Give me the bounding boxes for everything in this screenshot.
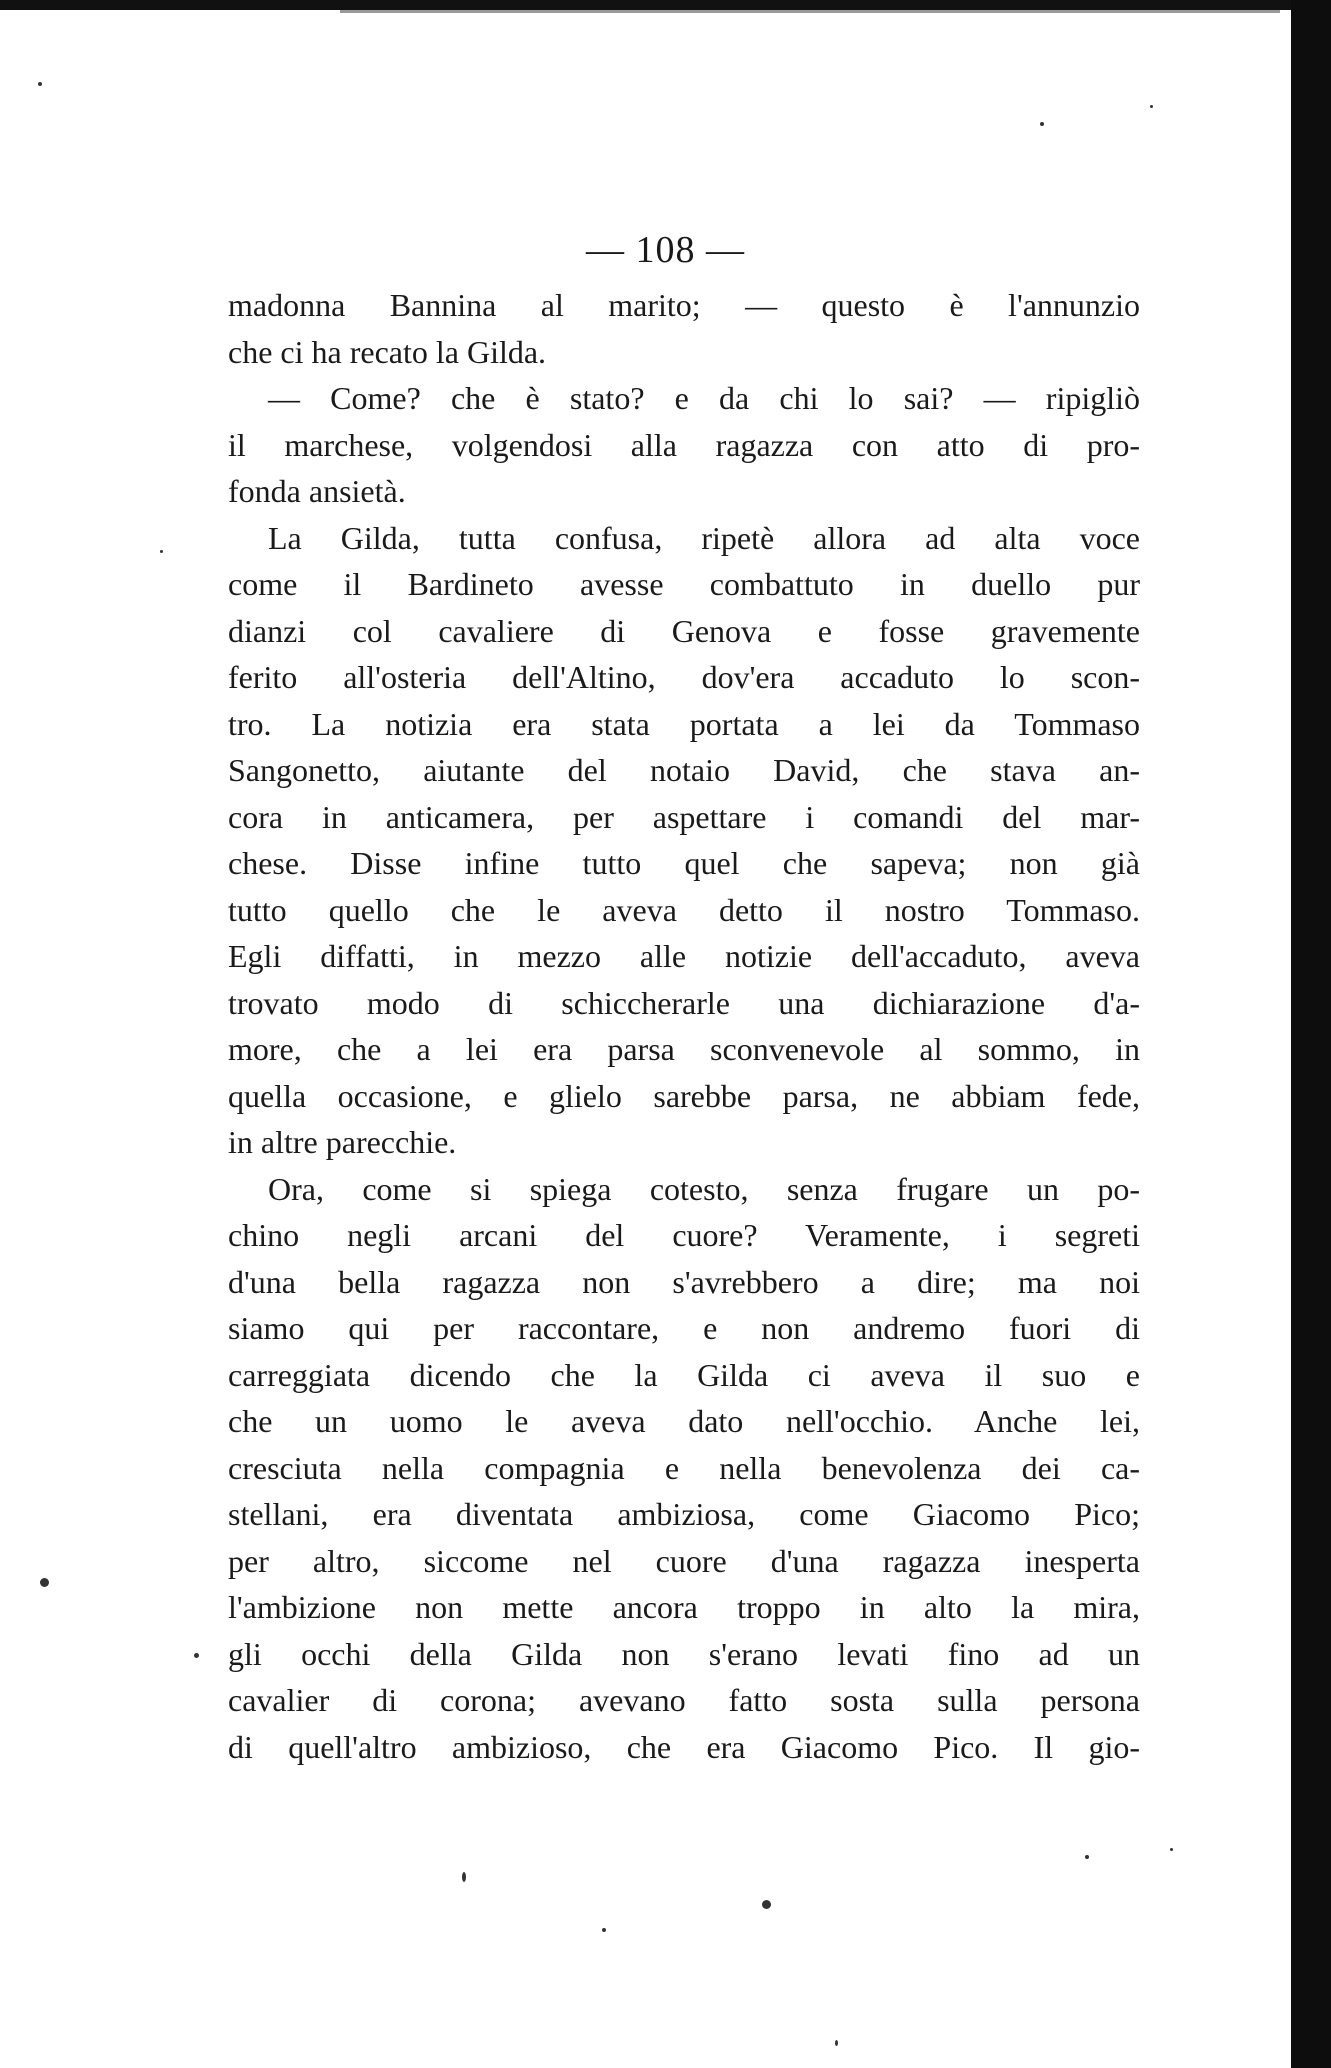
- text-line: Egli diffatti, in mezzo alle notizie dell'accaduto, aveva: [228, 938, 1140, 974]
- text-line: come il Bardineto avesse combattuto in duello pur: [228, 566, 1140, 602]
- text-line: siamo qui per raccontare, e non andremo fuori di: [228, 1310, 1140, 1346]
- text-line: ferito all'osteria dell'Altino, dov'era accaduto lo scon-: [228, 659, 1140, 695]
- text-line: di quell'altro ambizioso, che era Giacomo Pico. Il gio-: [228, 1728, 1140, 1765]
- text-line: stellani, era diventata ambiziosa, come Giacomo Pico;: [228, 1496, 1140, 1532]
- text-line: La Gilda, tutta confusa, ripetè allora ad alta voce: [268, 519, 1140, 556]
- text-line: cresciuta nella compagnia e nella benevolenza dei ca-: [228, 1449, 1140, 1486]
- page-number: — 108 —: [586, 229, 745, 271]
- text-line: Sangonetto, aiutante del notaio David, che stava an-: [228, 752, 1140, 788]
- scan-speck: [1040, 122, 1044, 126]
- text-line: trovato modo di schiccherarle una dichiarazione d'a-: [228, 984, 1140, 1021]
- scan-speck: [602, 1928, 606, 1932]
- text-line: tro. La notizia era stata portata a lei da Tommaso: [228, 705, 1140, 742]
- top-border: [0, 0, 1300, 10]
- text-line: tutto quello che le aveva detto il nostro Tommaso.: [228, 891, 1140, 928]
- text-line: more, che a lei era parsa sconvenevole al sommo, in: [228, 1031, 1140, 1067]
- text-line: gli occhi della Gilda non s'erano levati fino ad un: [228, 1635, 1140, 1672]
- text-line: l'ambizione non mette ancora troppo in alto la mira,: [228, 1589, 1140, 1625]
- text-line: per altro, siccome nel cuore d'una ragazza inesperta: [228, 1542, 1140, 1579]
- text-line: in altre parecchie.: [228, 1124, 457, 1160]
- scan-speck: [160, 550, 163, 553]
- text-line: quella occasione, e glielo sarebbe parsa, ne abbiam fede,: [228, 1077, 1140, 1114]
- scan-speck: [1170, 1848, 1173, 1851]
- scan-speck: [835, 2040, 838, 2046]
- scan-speck: [38, 82, 42, 86]
- text-line: che ci ha recato la Gilda.: [228, 333, 547, 370]
- text-line: fonda ansietà.: [228, 473, 406, 509]
- text-line: che un uomo le aveva dato nell'occhio. Anche lei,: [228, 1403, 1140, 1439]
- page-body-text: [228, 282, 1140, 1770]
- scan-speck: [194, 1653, 199, 1658]
- scan-speck: [1085, 1855, 1089, 1859]
- text-line: cora in anticamera, per aspettare i comandi del mar-: [228, 798, 1140, 835]
- text-line: madonna Bannina al marito; — questo è l'annunzio: [228, 287, 1140, 323]
- text-line: — Come? che è stato? e da chi lo sai? — ripigliò: [268, 380, 1140, 416]
- scan-speck: [40, 1578, 49, 1587]
- scan-speck: [762, 1900, 771, 1909]
- scan-speck: [462, 1872, 466, 1882]
- text-line: il marchese, volgendosi alla ragazza con atto di pro-: [228, 426, 1140, 463]
- top-border-shadow: [340, 10, 1280, 13]
- right-page-edge: [1291, 0, 1331, 2068]
- text-line: d'una bella ragazza non s'avrebbero a dire; ma noi: [228, 1263, 1140, 1300]
- text-line: cavalier di corona; avevano fatto sosta sulla persona: [228, 1682, 1140, 1718]
- text-line: dianzi col cavaliere di Genova e fosse gravemente: [228, 612, 1140, 649]
- text-line: Ora, come si spiega cotesto, senza frugare un po-: [268, 1170, 1140, 1207]
- scan-speck: [1150, 105, 1153, 108]
- text-line: chino negli arcani del cuore? Veramente, i segreti: [228, 1217, 1140, 1253]
- text-line: carreggiata dicendo che la Gilda ci aveva il suo e: [228, 1356, 1140, 1393]
- text-line: chese. Disse infine tutto quel che sapeva; non già: [228, 845, 1140, 881]
